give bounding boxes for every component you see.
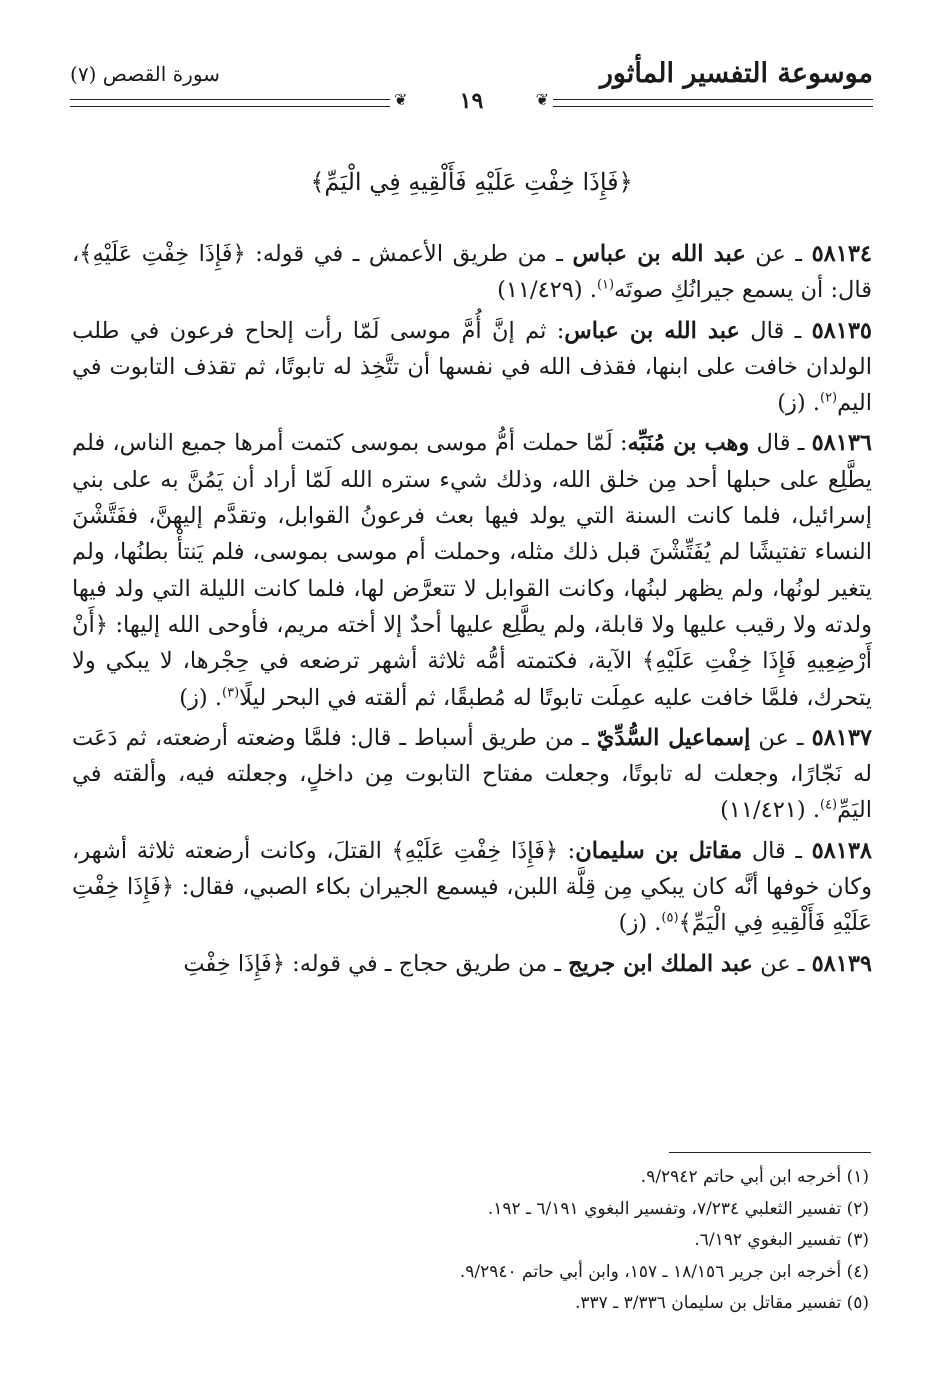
header-rule-left: [70, 99, 390, 107]
narrator-name: عبد الله بن عباس: [564, 317, 740, 344]
entry-number: ٥٨١٣٩: [811, 950, 872, 977]
narrator-name: عبد الله بن عباس: [572, 241, 746, 267]
entry-number: ٥٨١٣٨: [811, 837, 872, 864]
ornament-left-icon: ❦: [394, 90, 408, 109]
quran-quote: ﴿فَإِذَا خِفْتِ عَلَيْهِ﴾: [79, 241, 246, 267]
narration-entry: ٥٨١٣٥ ـ قال عبد الله بن عباس: ثم إنَّ أُمَّ موسى لَمّا رأت إلحاح فرعون في طلب الولدان خافت على ابنها، فقذف الله في نفسها أن تتَّخِذ له تابوتًا، ثم تقذف التابوت في اليم$^{(٢)}$. (ز): [72, 317, 872, 417]
footnote: (٢) تفسير الثعلبي ٧/٢٣٤، وتفسير البغوي ٦/١٩١ ـ ١٩٢.: [487, 1198, 869, 1219]
page-number: ١٩: [459, 88, 484, 114]
footnote-ref: (١): [596, 277, 615, 293]
narration-entry: ٥٨١٣٨ ـ قال مقاتل بن سليمان: ﴿فَإِذَا خِفْتِ عَلَيْهِ﴾ القتلَ، وكانت أرضعته ثلاثة أشهر، وكان خوفها أنَّه كان يبكي مِن قِلَّة اللبن، فيسمع الجيران بكاء الصبي، فقال: ﴿فَإِذَا خِفْتِ عَلَيْهِ فَأَلْقِيهِ فِي الْيَمِّ﴾$^{(٥)}$. (ز): [72, 837, 872, 937]
narration-entry: ٥٨١٣٦ ـ قال وهب بن مُنَبِّه: لَمّا حملت أمُّ موسى بموسى كتمت أمرها جميع الناس، فلم يطَّلِع على حبلها أحد مِن خلق الله، وذلك شيء ستره الله لَمّا أراد أن يَمُنَّ به على بني إسرائيل، فلما كانت السنة التي يولد فيها بعث فرعونُ القوابل، وتقدَّم إليهنَّ، ففَتَّشْنَ النساء تفتيشًا لم يُفَتِّشْنَ قبل ذلك مثله، وحملت أم موسى بموسى، فلم يَنتأْ بطنُها، ولم يتغير لونُها، ولم يظهر لبنُها، وكانت القوابل لا تتعرَّض لها، فلما كانت الليلة التي ولد فيها ولدته ولا رقيب عليها ولا قابلة، ولم يطَّلِع عليها أحدٌ إلا أخته مريم، فأوحى الله إليها: ﴿أَنْ أَرْضِعِيهِ فَإِذَا خِفْتِ عَلَيْهِ﴾ الآية، فكتمته أمُّه ثلاثة أشهر ترضعه في حِجْرها، لا يبكي ولا يتحرك، فلمَّا خافت عليه عمِلَت تابوتًا له مُطبقًا، ثم ألقته في البحر ليلًا$^{(٣)}$. (ز): [72, 430, 873, 711]
narration-entry: ٥٨١٣٩ ـ عن عبد الملك ابن جريج ـ من طريق حجاج ـ في قوله: ﴿فَإِذَا خِفْتِ: [183, 950, 872, 977]
narrator-name: عبد الملك ابن جريج: [568, 950, 753, 977]
footnote: (٤) أخرجه ابن جرير ١٨/١٥٦ ـ ١٥٧، وابن أبي حاتم ٩/٢٩٤٠.: [459, 1261, 869, 1282]
footnote: (٣) تفسير البغوي ٦/١٩٢.: [694, 1230, 869, 1250]
quran-quote: ﴿فَإِذَا خِفْتِ عَلَيْهِ فَأَلْقِيهِ فِي الْيَمِّ﴾: [72, 874, 872, 937]
footnote-ref: (٢): [819, 390, 838, 406]
ayah-heading: ﴿فَإِذَا خِفْتِ عَلَيْهِ فَأَلْقِيهِ فِي الْيَمِّ﴾: [310, 168, 633, 196]
book-title: موسوعة التفسير المأثور: [599, 58, 873, 89]
narrator-name: مقاتل بن سليمان: [575, 837, 743, 864]
entry-number: ٥٨١٣٥: [811, 317, 872, 344]
footnote: (١) أخرجه ابن أبي حاتم ٩/٢٩٤٢.: [640, 1167, 869, 1187]
quran-quote: ﴿أَنْ أَرْضِعِيهِ فَإِذَا خِفْتِ عَلَيْهِ﴾: [72, 611, 873, 675]
footnote: (٥) تفسير مقاتل بن سليمان ٣/٣٣٦ ـ ٣٣٧.: [575, 1293, 869, 1313]
footnote-separator: [669, 1152, 871, 1153]
footnote-ref: (٥): [661, 910, 679, 926]
narrator-name: إسماعيل السُّدِّيّ: [596, 724, 751, 751]
narration-entry: ٥٨١٣٧ ـ عن إسماعيل السُّدِّيّ ـ من طريق أسباط ـ قال: فلمَّا وضعته أرضعته، ثم دَعَت له نَجّارًا، وجعلت له تابوتًا، وجعلت مفتاح التابوت مِن داخلٍ، وجعلته فيه، وألقته في اليَمِّ$^{(٤)}$. (١١/٤٢١): [72, 724, 872, 824]
entry-number: ٥٨١٣٦: [811, 430, 873, 457]
running-header: [70, 52, 873, 114]
entry-number: ٥٨١٣٤: [811, 241, 872, 267]
footnote-ref: (٤): [819, 797, 838, 813]
footnote-ref: (٣): [222, 685, 240, 701]
narrations-body: [72, 236, 872, 986]
surah-label: سورة القصص (٧): [70, 62, 220, 86]
narration-entry: ٥٨١٣٤ ـ عن عبد الله بن عباس ـ من طريق الأعمش ـ في قوله: ﴿فَإِذَا خِفْتِ عَلَيْهِ﴾، قال: أن يسمع جيرانُكِ صوتَه$^{(١)}$. (١١/٤٢٩): [72, 241, 872, 304]
quran-quote: ﴿فَإِذَا خِفْتِ: [183, 950, 285, 977]
footnotes: [79, 1162, 869, 1320]
entry-number: ٥٨١٣٧: [811, 724, 872, 751]
narrator-name: وهب بن مُنَبِّه: [627, 430, 750, 457]
ornament-right-icon: ❦: [535, 90, 549, 109]
quran-quote: ﴿فَإِذَا خِفْتِ عَلَيْهِ﴾: [391, 837, 559, 864]
